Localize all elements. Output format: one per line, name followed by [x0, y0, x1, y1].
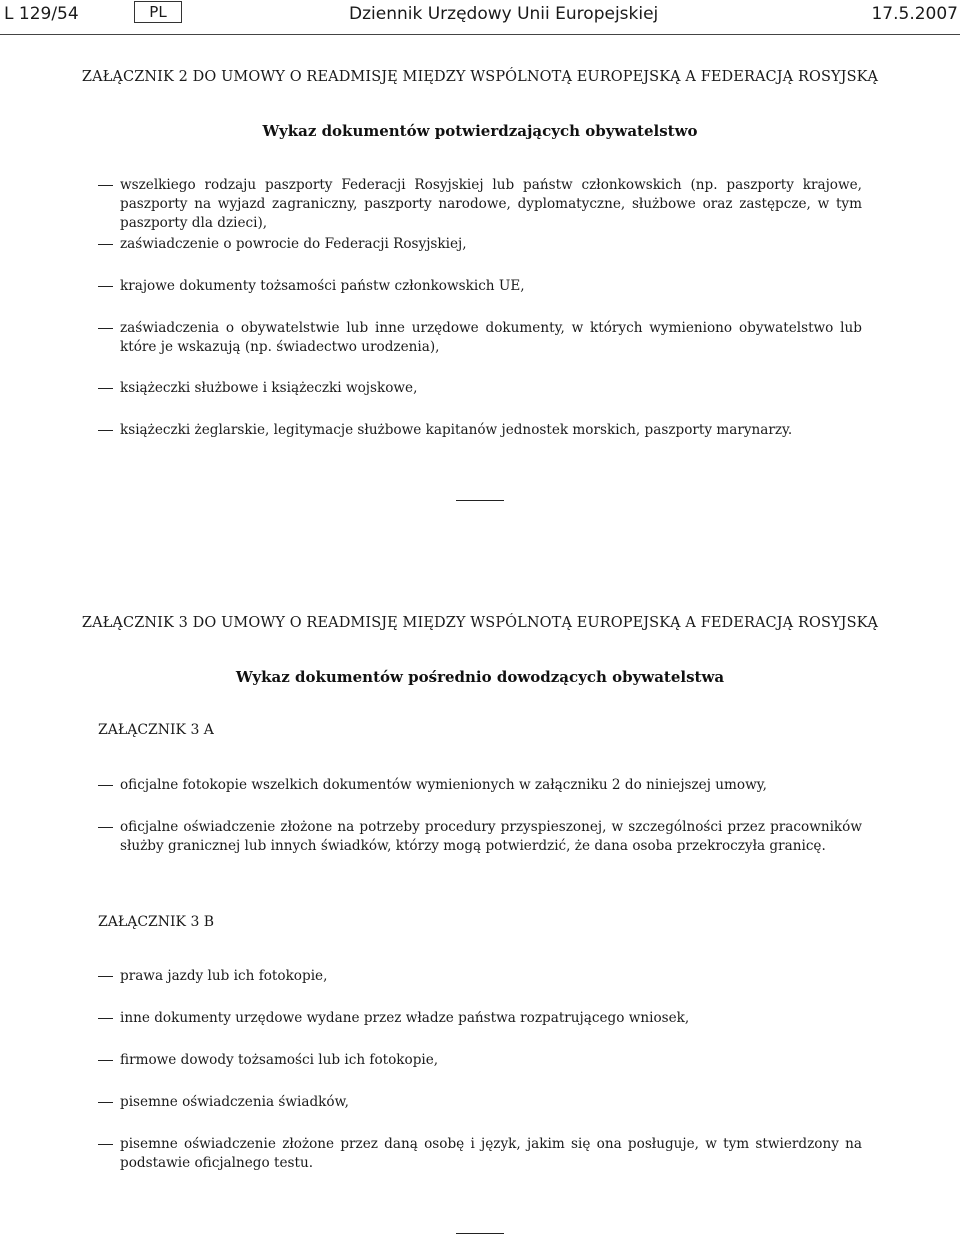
list-item — [98, 1051, 862, 1070]
dash-bullet — [98, 388, 113, 389]
list-item — [98, 818, 862, 856]
list-item — [98, 277, 862, 296]
list-item-text: pisemne oświadczenie złożone przez daną osobę i język, jakim się ona posługuje, w tym stwierdzony na podstawie oficjalnego testu. — [120, 1136, 862, 1171]
dash-bullet — [98, 430, 113, 431]
list-item-text: prawa jazdy lub ich fotokopie, — [120, 968, 328, 984]
list-item-text: inne dokumenty urzędowe wydane przez władze państwa rozpatrującego wniosek, — [120, 1010, 690, 1026]
annex-3-list-title: Wykaz dokumentów pośrednio dowodzących obywatelstwa — [235, 668, 725, 686]
list-item-text: krajowe dokumenty tożsamości państw członkowskich UE, — [120, 278, 525, 294]
list-item-text: oficjalne oświadczenie złożone na potrzeby procedury przyspieszonej, w szczególności przez pracowników służby granicznej lub innych świadków, którzy mogą potwierdzić, że dana osoba przekroczyła granicę. — [120, 819, 862, 854]
list-item-text: zaświadczenia o obywatelstwie lub inne urzędowe dokumenty, w których wymieniono obywatelstwo lub które je wskazują (np. świadectwo urodzenia), — [120, 320, 862, 355]
list-item — [98, 319, 862, 357]
page-header — [0, 0, 960, 35]
dash-bullet — [98, 976, 113, 977]
list-item — [98, 1135, 862, 1173]
list-item-text: książeczki żeglarskie, legitymacje służbowe kapitanów jednostek morskich, paszporty marynarzy. — [120, 422, 793, 438]
page-number: L 129/54 — [4, 4, 79, 24]
language-code-box: PL — [134, 1, 182, 23]
dash-bullet — [98, 244, 113, 245]
dash-bullet — [98, 827, 113, 828]
annex-3a-heading: ZAŁĄCZNIK 3 A — [98, 722, 214, 738]
dash-bullet — [98, 286, 113, 287]
list-item — [98, 421, 862, 440]
publication-date: 17.5.2007 — [871, 4, 958, 24]
list-item — [98, 235, 862, 254]
annex-3b-heading: ZAŁĄCZNIK 3 B — [98, 914, 215, 930]
section-separator — [456, 500, 504, 501]
dash-bullet — [98, 1102, 113, 1103]
dash-bullet — [98, 1144, 113, 1145]
journal-title: Dziennik Urzędowy Unii Europejskiej — [349, 4, 659, 24]
annex-2-list-title: Wykaz dokumentów potwierdzających obywatelstwo — [262, 122, 698, 140]
annex-2-title: ZAŁĄCZNIK 2 DO UMOWY O READMISJĘ MIĘDZY WSPÓLNOTĄ EUROPEJSKĄ A FEDERACJĄ ROSYJSKĄ — [81, 69, 879, 85]
dash-bullet — [98, 328, 113, 329]
list-item-text: wszelkiego rodzaju paszporty Federacji Rosyjskiej lub państw członkowskich (np. paszporty krajowe, paszporty na wyjazd zagraniczny, paszporty narodowe, dyplomatyczne, służbowe oraz zastępcze, w tym paszporty dla dzieci), — [120, 177, 862, 231]
list-item-text: firmowe dowody tożsamości lub ich fotokopie, — [120, 1052, 439, 1068]
list-item-text: książeczki służbowe i książeczki wojskowe, — [120, 380, 418, 396]
list-item-text: pisemne oświadczenia świadków, — [120, 1094, 349, 1110]
list-item — [98, 776, 862, 795]
list-item — [98, 967, 862, 986]
dash-bullet — [98, 1060, 113, 1061]
list-item — [98, 1093, 862, 1112]
list-item — [98, 176, 862, 233]
dash-bullet — [98, 1018, 113, 1019]
annex-3-title: ZAŁĄCZNIK 3 DO UMOWY O READMISJĘ MIĘDZY WSPÓLNOTĄ EUROPEJSKĄ A FEDERACJĄ ROSYJSKĄ — [81, 615, 879, 631]
list-item — [98, 1009, 862, 1028]
section-separator — [456, 1233, 504, 1234]
list-item — [98, 379, 862, 398]
dash-bullet — [98, 785, 113, 786]
dash-bullet — [98, 185, 113, 186]
list-item-text: oficjalne fotokopie wszelkich dokumentów wymienionych w załączniku 2 do niniejszej umowy, — [120, 777, 767, 793]
list-item-text: zaświadczenie o powrocie do Federacji Rosyjskiej, — [120, 236, 467, 252]
